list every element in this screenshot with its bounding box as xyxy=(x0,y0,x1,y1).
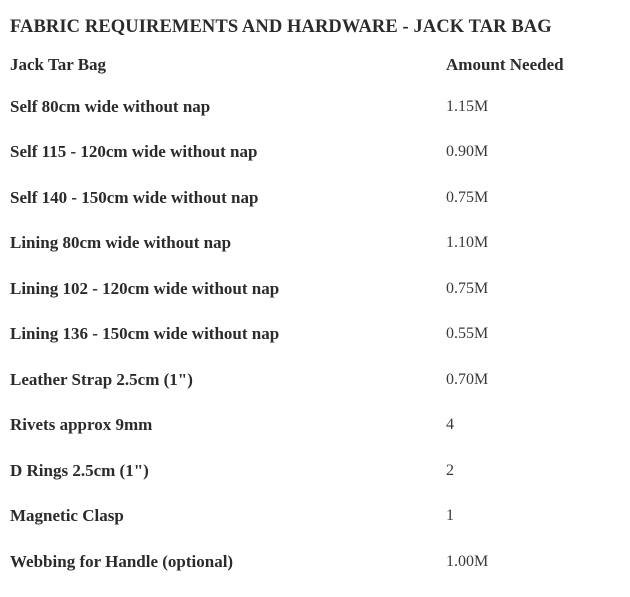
row-item: Self 80cm wide without nap xyxy=(10,96,211,116)
header-item: Jack Tar Bag xyxy=(10,55,107,74)
row-amount: 0.75M xyxy=(446,188,489,206)
row-item: Rivets approx 9mm xyxy=(10,415,153,435)
row-item: Self 140 - 150cm wide without nap xyxy=(10,187,259,207)
row-amount: 0.55M xyxy=(446,325,489,343)
row-item: Lining 80cm wide without nap xyxy=(10,233,232,253)
table-row xyxy=(0,130,630,176)
header-row xyxy=(0,46,630,84)
header-amount: Amount Needed xyxy=(446,55,564,74)
row-item: Leather Strap 2.5cm (1") xyxy=(10,369,193,389)
table-row xyxy=(0,539,630,585)
row-item: Webbing for Handle (optional) xyxy=(10,551,234,571)
row-item: Lining 102 - 120cm wide without nap xyxy=(10,278,280,298)
row-item: D Rings 2.5cm (1") xyxy=(10,460,149,480)
row-item: Lining 136 - 150cm wide without nap xyxy=(10,324,280,344)
table-row xyxy=(0,403,630,449)
table-row xyxy=(0,448,630,494)
row-amount: 1.10M xyxy=(446,234,489,252)
row-item: Magnetic Clasp xyxy=(10,506,124,526)
table-row xyxy=(0,221,630,267)
table-row xyxy=(0,357,630,403)
table-row xyxy=(0,175,630,221)
row-amount: 0.90M xyxy=(446,143,489,161)
row-amount: 4 xyxy=(446,416,454,434)
table-row xyxy=(0,266,630,312)
table-row xyxy=(0,84,630,130)
row-amount: 1.00M xyxy=(446,552,489,570)
row-amount: 1 xyxy=(446,507,454,525)
row-amount: 0.75M xyxy=(446,279,489,297)
table-header xyxy=(0,46,630,84)
table-row xyxy=(0,312,630,358)
requirements-table xyxy=(0,46,630,585)
row-amount: 2 xyxy=(446,461,454,479)
row-item: Self 115 - 120cm wide without nap xyxy=(10,142,258,162)
table-body xyxy=(0,84,630,585)
table-row xyxy=(0,494,630,540)
row-amount: 0.70M xyxy=(446,370,489,388)
row-amount: 1.15M xyxy=(446,97,489,115)
page-title: FABRIC REQUIREMENTS AND HARDWARE - JACK TAR BAG xyxy=(10,17,552,37)
